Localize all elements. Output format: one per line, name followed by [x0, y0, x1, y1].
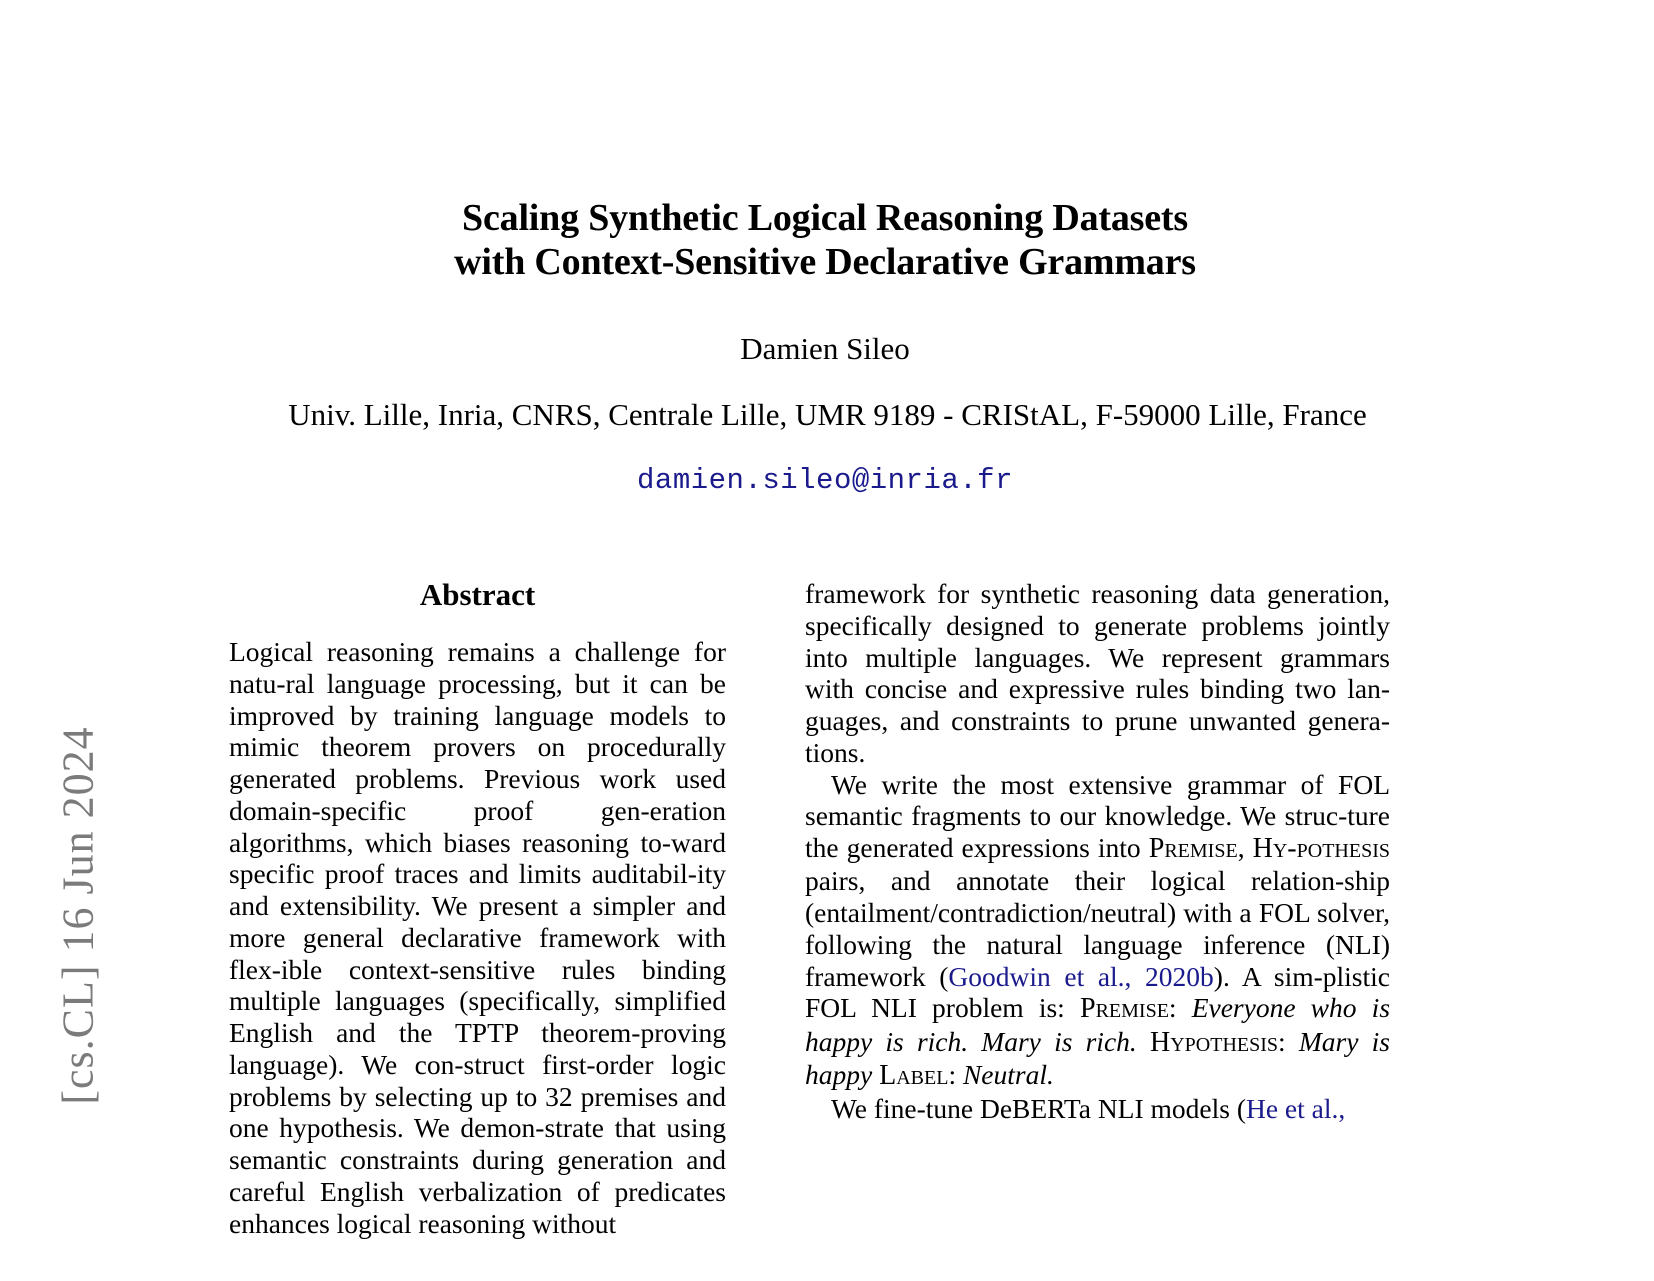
para2-text-c: pairs, and annotate their logical relation-ship (entailment/contradiction/neutral) with a FOL solver, following the natural language inference (NLI) framework (: [805, 865, 1390, 992]
citation-link-goodwin[interactable]: Goodwin et al., 2020b: [948, 960, 1214, 992]
email-line: [235, 464, 1415, 497]
arxiv-stamp: [cs.CL] 16 Jun 2024: [53, 726, 103, 1105]
para2-text-g: :: [948, 1059, 963, 1091]
author-affiliation: Univ. Lille, Inria, CNRS, Centrale Lille, UMR 9189 - CRIStAL, F-59000 Lille, France: [288, 397, 1367, 432]
page-bottom-mask: [0, 1241, 1654, 1281]
example-label-text: Neutral.: [962, 1059, 1054, 1091]
paper-title-line-2: with Context-Sensitive Declarative Grammars: [454, 241, 1196, 284]
intro-column: [805, 578, 1390, 1124]
label-label: Label: [879, 1060, 949, 1092]
para2-text-f: :: [1278, 1025, 1299, 1057]
hypothesis-label-2: Hypothesis: [1149, 1026, 1279, 1058]
paper-title-line-1: Scaling Synthetic Logical Reasoning Datasets: [462, 197, 1188, 239]
page-title: [235, 196, 1415, 285]
premise-label-1: Premise: [1148, 833, 1238, 864]
premise-label-2: Premise: [1079, 993, 1169, 1025]
abstract-column: [229, 578, 726, 1239]
author-email-link[interactable]: damien.sileo@inria.fr: [637, 464, 1013, 497]
abstract-paragraph: Logical reasoning remains a challenge for natu-ral language processing, but it can be improved by training language models to mimic theorem provers on procedurally generated problems. Previous work used domain-specific proof gen-eration algorithms, which biases reasoning to-ward specific proof traces and limits auditabil-ity and extensibility. We present a simpler and more general declarative framework with flex-ible context-sensitive rules binding multiple languages (specifically, simplified English and the TPTP theorem-proving language). We con-struct first-order logic problems by selecting up to 32 premises and one hypothesis. We demon-strate that using semantic constraints during generation and careful English verbalization of predicates enhances logical reasoning without: [229, 636, 726, 1239]
intro-paragraph-2: [805, 769, 1390, 1093]
para2-text-b: ,: [1237, 832, 1253, 863]
example-hypothesis-text: Mary is happy: [805, 1025, 1390, 1091]
author-name: Damien Sileo: [740, 331, 910, 366]
title-block: [235, 196, 1415, 285]
example-premise-text: Everyone who is happy is rich. Mary is rich.: [805, 992, 1391, 1057]
intro-paragraph-3: [805, 1093, 1390, 1125]
para2-text-e: :: [1168, 992, 1192, 1024]
hypothesis-label-1: Hy-pothesis: [1252, 833, 1390, 864]
para2-text-d: ). A sim-plistic FOL NLI problem is:: [805, 960, 1390, 1024]
abstract-heading: Abstract: [419, 577, 536, 612]
para2-text-a: We write the most extensive grammar of FOL semantic fragments to our knowledge. We struc-ture the generated expressions into: [805, 768, 1390, 863]
citation-link-he[interactable]: He et al.,: [1245, 1092, 1346, 1124]
para2-space-1: [1137, 1026, 1150, 1057]
intro-paragraph-1: framework for synthetic reasoning data generation, specifically designed to generate problems jointly into multiple languages. We represent grammars with concise and expressive rules binding two lan-guages, and constraints to prune unwanted genera-tions.: [805, 578, 1390, 768]
para3-text-a: We fine-tune DeBERTa NLI models (: [831, 1092, 1246, 1124]
